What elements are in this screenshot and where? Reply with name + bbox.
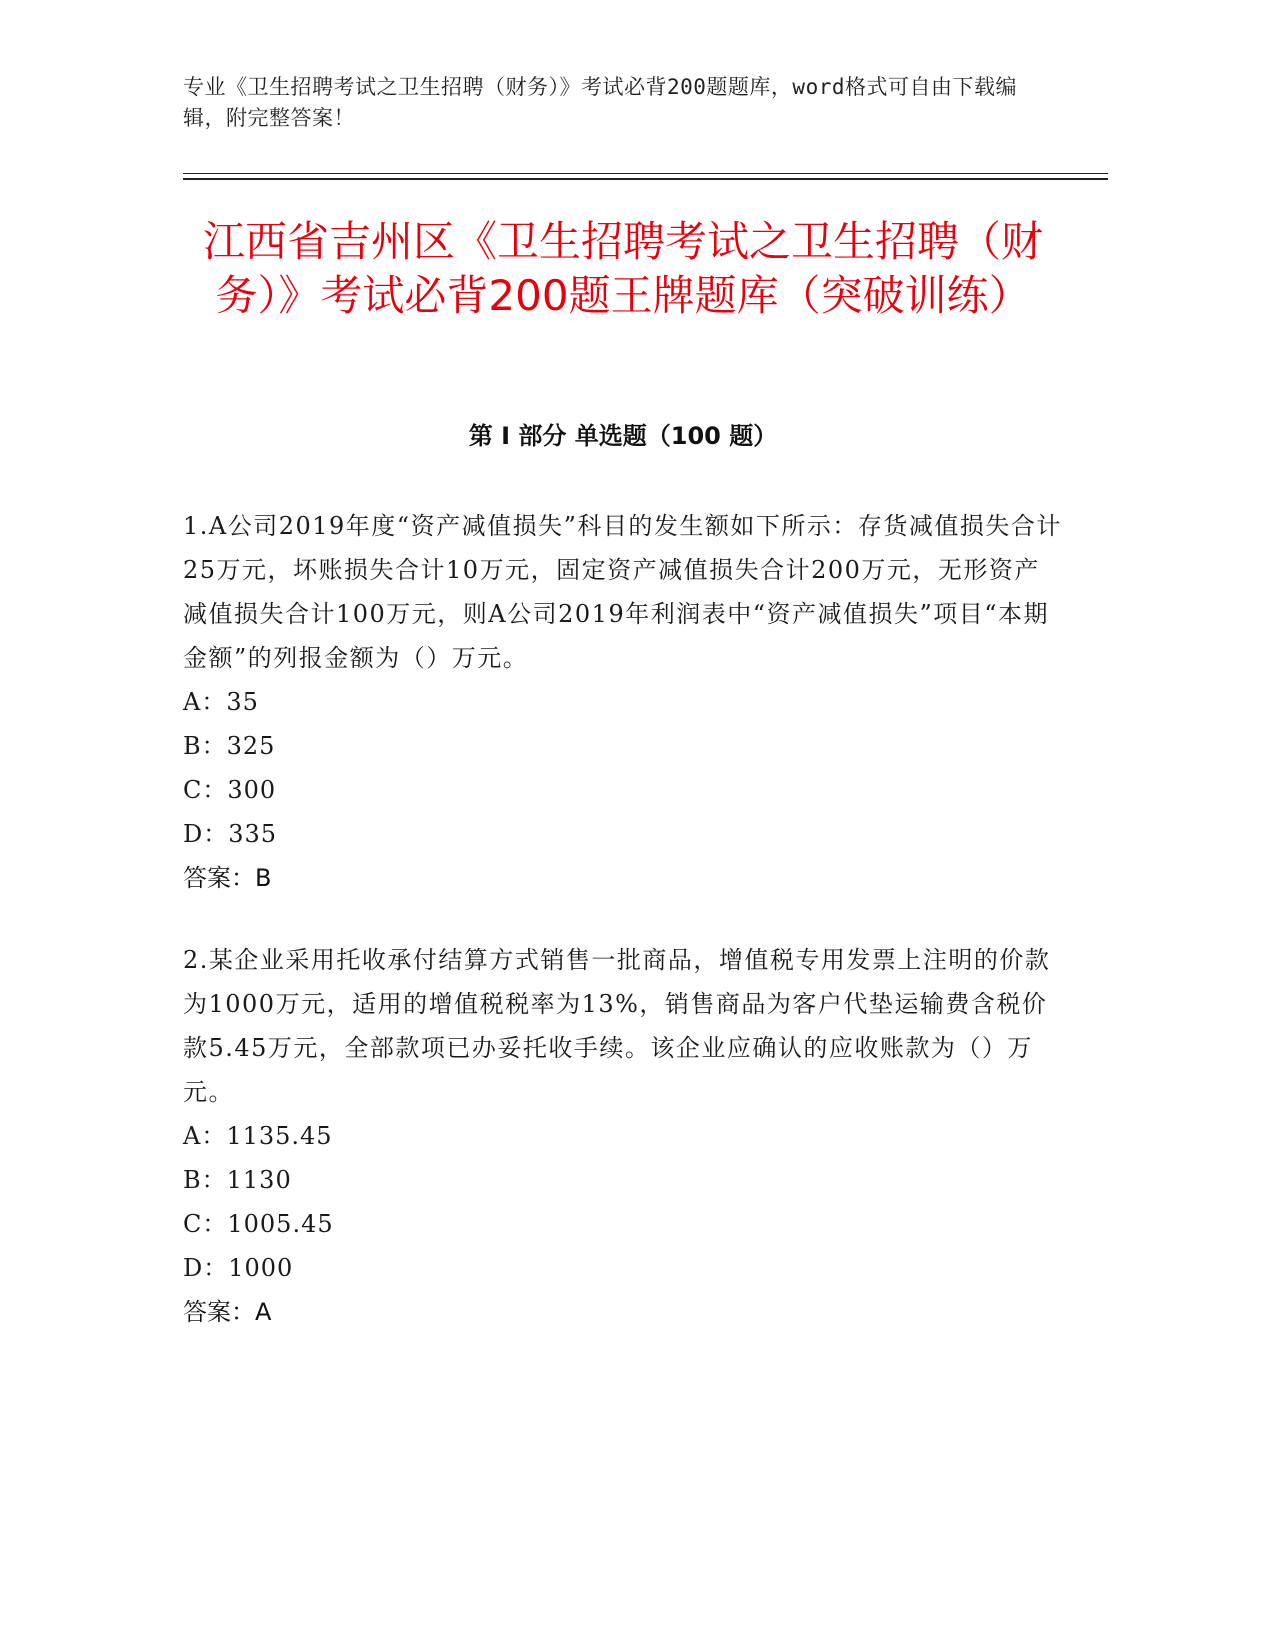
option-a: A：1135.45 (183, 1122, 333, 1150)
option-c: C：1005.45 (183, 1210, 334, 1238)
option-a: A：35 (183, 688, 259, 716)
option-b: B：325 (183, 732, 276, 760)
answer: 答案：A (183, 1298, 272, 1326)
answer: 答案：B (183, 864, 272, 892)
document-title: 江西省吉州区《卫生招聘考试之卫生招聘（财务）》考试必背200题王牌题库（突破训练） (202, 217, 1043, 320)
option-c: C：300 (183, 776, 277, 804)
section-heading: 第 I 部分 单选题（100 题） (468, 422, 778, 450)
option-d: D：1000 (183, 1254, 294, 1282)
header-note: 专业《卫生招聘考试之卫生招聘（财务）》考试必背200题题库，word格式可自由下载编辑，附完整答案！ (183, 75, 1017, 130)
option-b: B：1130 (183, 1166, 292, 1194)
option-d: D：335 (183, 820, 278, 848)
question-2 (183, 938, 1063, 1334)
header-divider-thick (183, 178, 1108, 180)
question-stem: 2.某企业采用托收承付结算方式销售一批商品，增值税专用发票上注明的价款为1000万元，适用的增值税税率为13%，销售商品为客户代垫运输费含税价款5.45万元，全部款项已办妥托收手续。该企业应确认的应收账款为（）万元。 (183, 946, 1051, 1106)
header-divider-thin (183, 173, 1108, 174)
question-1 (183, 504, 1063, 900)
question-stem: 1.A公司2019年度“资产减值损失”科目的发生额如下所示：存货减值损失合计25万元，坏账损失合计10万元，固定资产减值损失合计200万元，无形资产减值损失合计100万元，则A公司2019年利润表中“资产减值损失”项目“本期金额”的列报金额为（）万元。 (183, 512, 1062, 672)
